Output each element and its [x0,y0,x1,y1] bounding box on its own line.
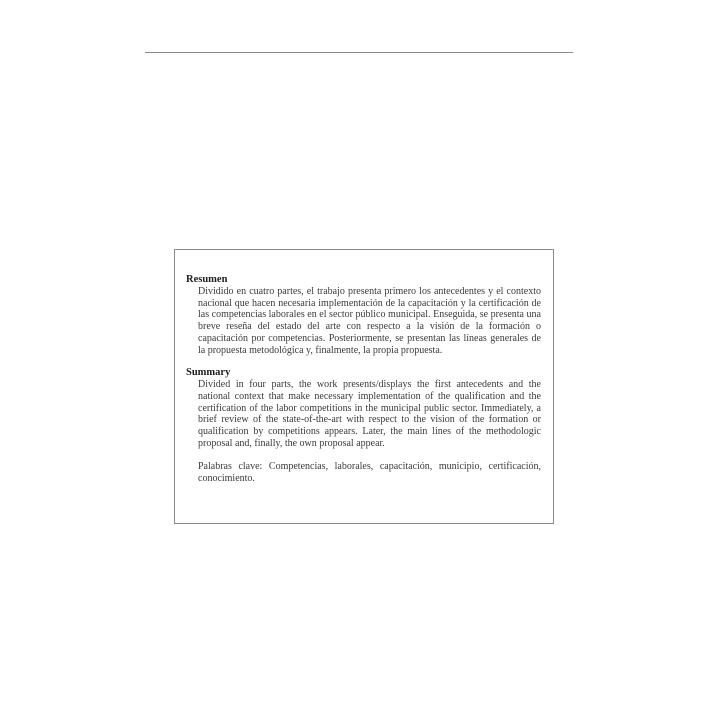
summary-heading: Summary [186,367,231,379]
resumen-heading: Resumen [186,274,228,285]
summary-text: Divided in four parts, the work presents/displays the first antecedents and the national context that make necessary implementation of the qualification and the certification of the labor competitions in the municipal public sector. Immediately, a brief review of the state-of-the-art with respect to the vision of the formation or qualification by competitions appears. Later, the main lines of the methodologic proposal and, finally, the own proposal appear. [198,379,541,449]
keywords-text: Palabras clave: Competencias, laborales, capacitación, municipio, certificación, conocimiento. [198,461,541,485]
resumen-text: Dividido en cuatro partes, el trabajo presenta primero los antecedentes y el contexto nacional que hacen necesaria implementación de la capacitación y la certificación de las competencias laborales en el sector público municipal. Enseguida, se presenta una breve reseña del estado del arte con respecto a la visión de la formación o capacitación por competencias. Posteriormente, se presentan las líneas generales de la propuesta metodológica y, finalmente, la propia propuesta. [198,286,541,356]
header-rule [145,52,573,53]
abstract-box [174,249,554,524]
